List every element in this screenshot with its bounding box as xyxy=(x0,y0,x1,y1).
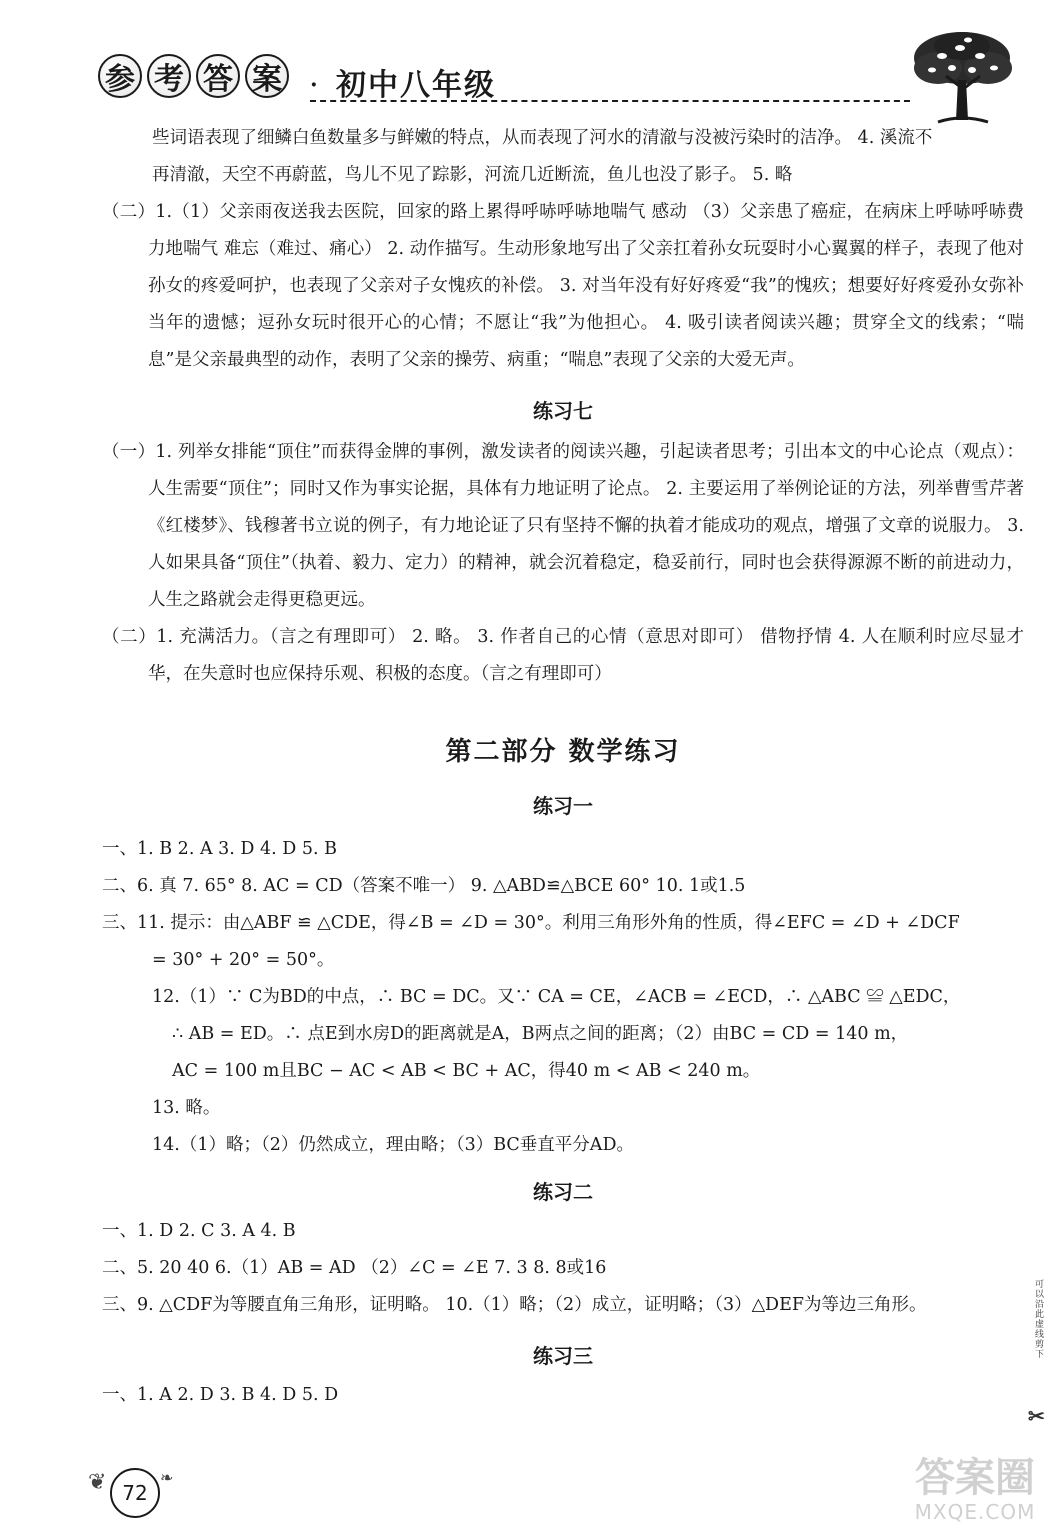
text-line: 12.（1）∵ C为BD的中点，∴ BC = DC。又∵ CA = CE，∠ACB = ∠ECD，∴ △ABC ≌ △EDC， xyxy=(152,987,961,1007)
page-number-ornament-right: ❧ xyxy=(160,1468,174,1487)
text-line: 三、11. 提示：由△ABF ≌ △CDE，得∠B = ∠D = 30°。利用三角形外角的性质，得∠EFC = ∠D + ∠DCF xyxy=(102,913,960,933)
text-line: AC = 100 m且BC − AC < AB < BC + AC，得40 m < AB < 240 m。 xyxy=(172,1061,761,1081)
answer-paragraph: （二）1.（1）父亲雨夜送我去医院，回家的路上累得呼哧呼哧地喘气 感动 （3）父亲患了癌症，在病床上呼哧呼哧费力地喘气 难忘（难过、痛心） 2. 动作描写。生动形象地写出了父亲扛着孙女玩耍时小心翼翼的样子，表现了他对孙女的疼爱呵护，也表现了父亲对子女愧疚的补偿。 3. 对当年没有好好疼爱“我”的愧疚；想要好好疼爱孙女弥补当年的遗憾；逗孙女玩时很开心的心情；不愿让“我”为他担心。 4. 吸引读者阅读兴趣；贯穿全文的线索；“喘息”是父亲最典型的动作，表明了父亲的操劳、病重；“喘息”表现了父亲的大爱无声。 xyxy=(102,202,1024,370)
header-char: 考 xyxy=(147,54,191,98)
text-line: 14.（1）略；（2）仍然成立，理由略；（3）BC垂直平分AD。 xyxy=(152,1135,634,1155)
part-heading: 第二部分 数学练习 xyxy=(445,737,681,767)
tree-icon xyxy=(902,28,1022,128)
header-char: 答 xyxy=(196,54,240,98)
text-line: = 30° + 20° = 50°。 xyxy=(152,950,335,970)
exercise-heading: 练习三 xyxy=(533,1344,593,1368)
header-dot: · xyxy=(310,72,318,98)
page-number-ornament-left: ❦ xyxy=(88,1470,107,1495)
watermark-title: 答案圈 xyxy=(915,1455,1035,1501)
text-line: 13. 略。 xyxy=(152,1098,221,1118)
exercise-heading: 练习七 xyxy=(533,399,593,423)
watermark xyxy=(905,1455,1045,1527)
page-number: 72 xyxy=(110,1468,160,1518)
exercise-heading: 练习一 xyxy=(533,794,593,818)
cut-line-note: 可以沿此虚线剪下 xyxy=(1035,1280,1045,1360)
answer-content xyxy=(102,120,1024,1414)
page-header xyxy=(98,48,908,110)
header-dashed-line xyxy=(310,100,910,102)
text-line: ∴ AB = ED。∴ 点E到水房D的距离就是A，B两点之间的距离；（2）由BC = CD = 140 m， xyxy=(172,1024,909,1044)
scissors-icon: ✂ xyxy=(1028,1404,1045,1428)
header-title-chars xyxy=(98,54,294,98)
exercise-heading: 练习二 xyxy=(533,1180,593,1204)
text-line: 再清澈，天空不再蔚蓝，鸟儿不见了踪影，河流几近断流，鱼儿也没了影子。 5. 略 xyxy=(152,165,793,185)
answer-paragraph: （一）1. 列举女排能“顶住”而获得金牌的事例，激发读者的阅读兴趣，引起读者思考；引出本文的中心论点（观点）：人生需要“顶住”；同时又作为事实论据，具体有力地证明了论点。 2. 主要运用了举例论证的方法，列举曹雪芹著《红楼梦》、钱穆著书立说的例子，有力地论证了只有坚持不懈的执着才能成功的观点，增强了文章的说服力。 3. 人如果具备“顶住”（执着、毅力、定力）的精神，就会沉着稳定，稳妥前行，同时也会获得源源不断的前进动力，人生之路就会走得更稳更远。 xyxy=(102,442,1024,610)
text-line: 二、6. 真 7. 65° 8. AC = CD（答案不唯一） 9. △ABD≌△BCE 60° 10. 1或1.5 xyxy=(102,876,746,896)
answer-paragraph: （二）1. 充满活力。（言之有理即可） 2. 略。 3. 作者自己的心情（意思对即可） 借物抒情 4. 人在顺利时应尽显才华，在失意时也应保持乐观、积极的态度。（言之有理即可） xyxy=(102,627,1024,684)
header-grade: 初中八年级 xyxy=(336,68,496,103)
text-line: 三、9. △CDF为等腰直角三角形，证明略。 10.（1）略；（2）成立，证明略；（3）△DEF为等边三角形。 xyxy=(102,1295,927,1315)
text-line: 一、1. D 2. C 3. A 4. B xyxy=(102,1221,296,1241)
text-line: 一、1. B 2. A 3. D 4. D 5. B xyxy=(102,839,337,859)
text-line: 一、1. A 2. D 3. B 4. D 5. D xyxy=(102,1385,339,1405)
text-line: 二、5. 20 40 6.（1）AB = AD （2）∠C = ∠E 7. 3 8. 8或16 xyxy=(102,1258,607,1278)
text-line: 些词语表现了细鳞白鱼数量多与鲜嫩的特点，从而表现了河水的清澈与没被污染时的洁净。 4. 溪流不 xyxy=(152,128,933,148)
header-char: 案 xyxy=(245,54,289,98)
watermark-url: MXQE.COM xyxy=(914,1500,1036,1524)
header-char: 参 xyxy=(98,54,142,98)
